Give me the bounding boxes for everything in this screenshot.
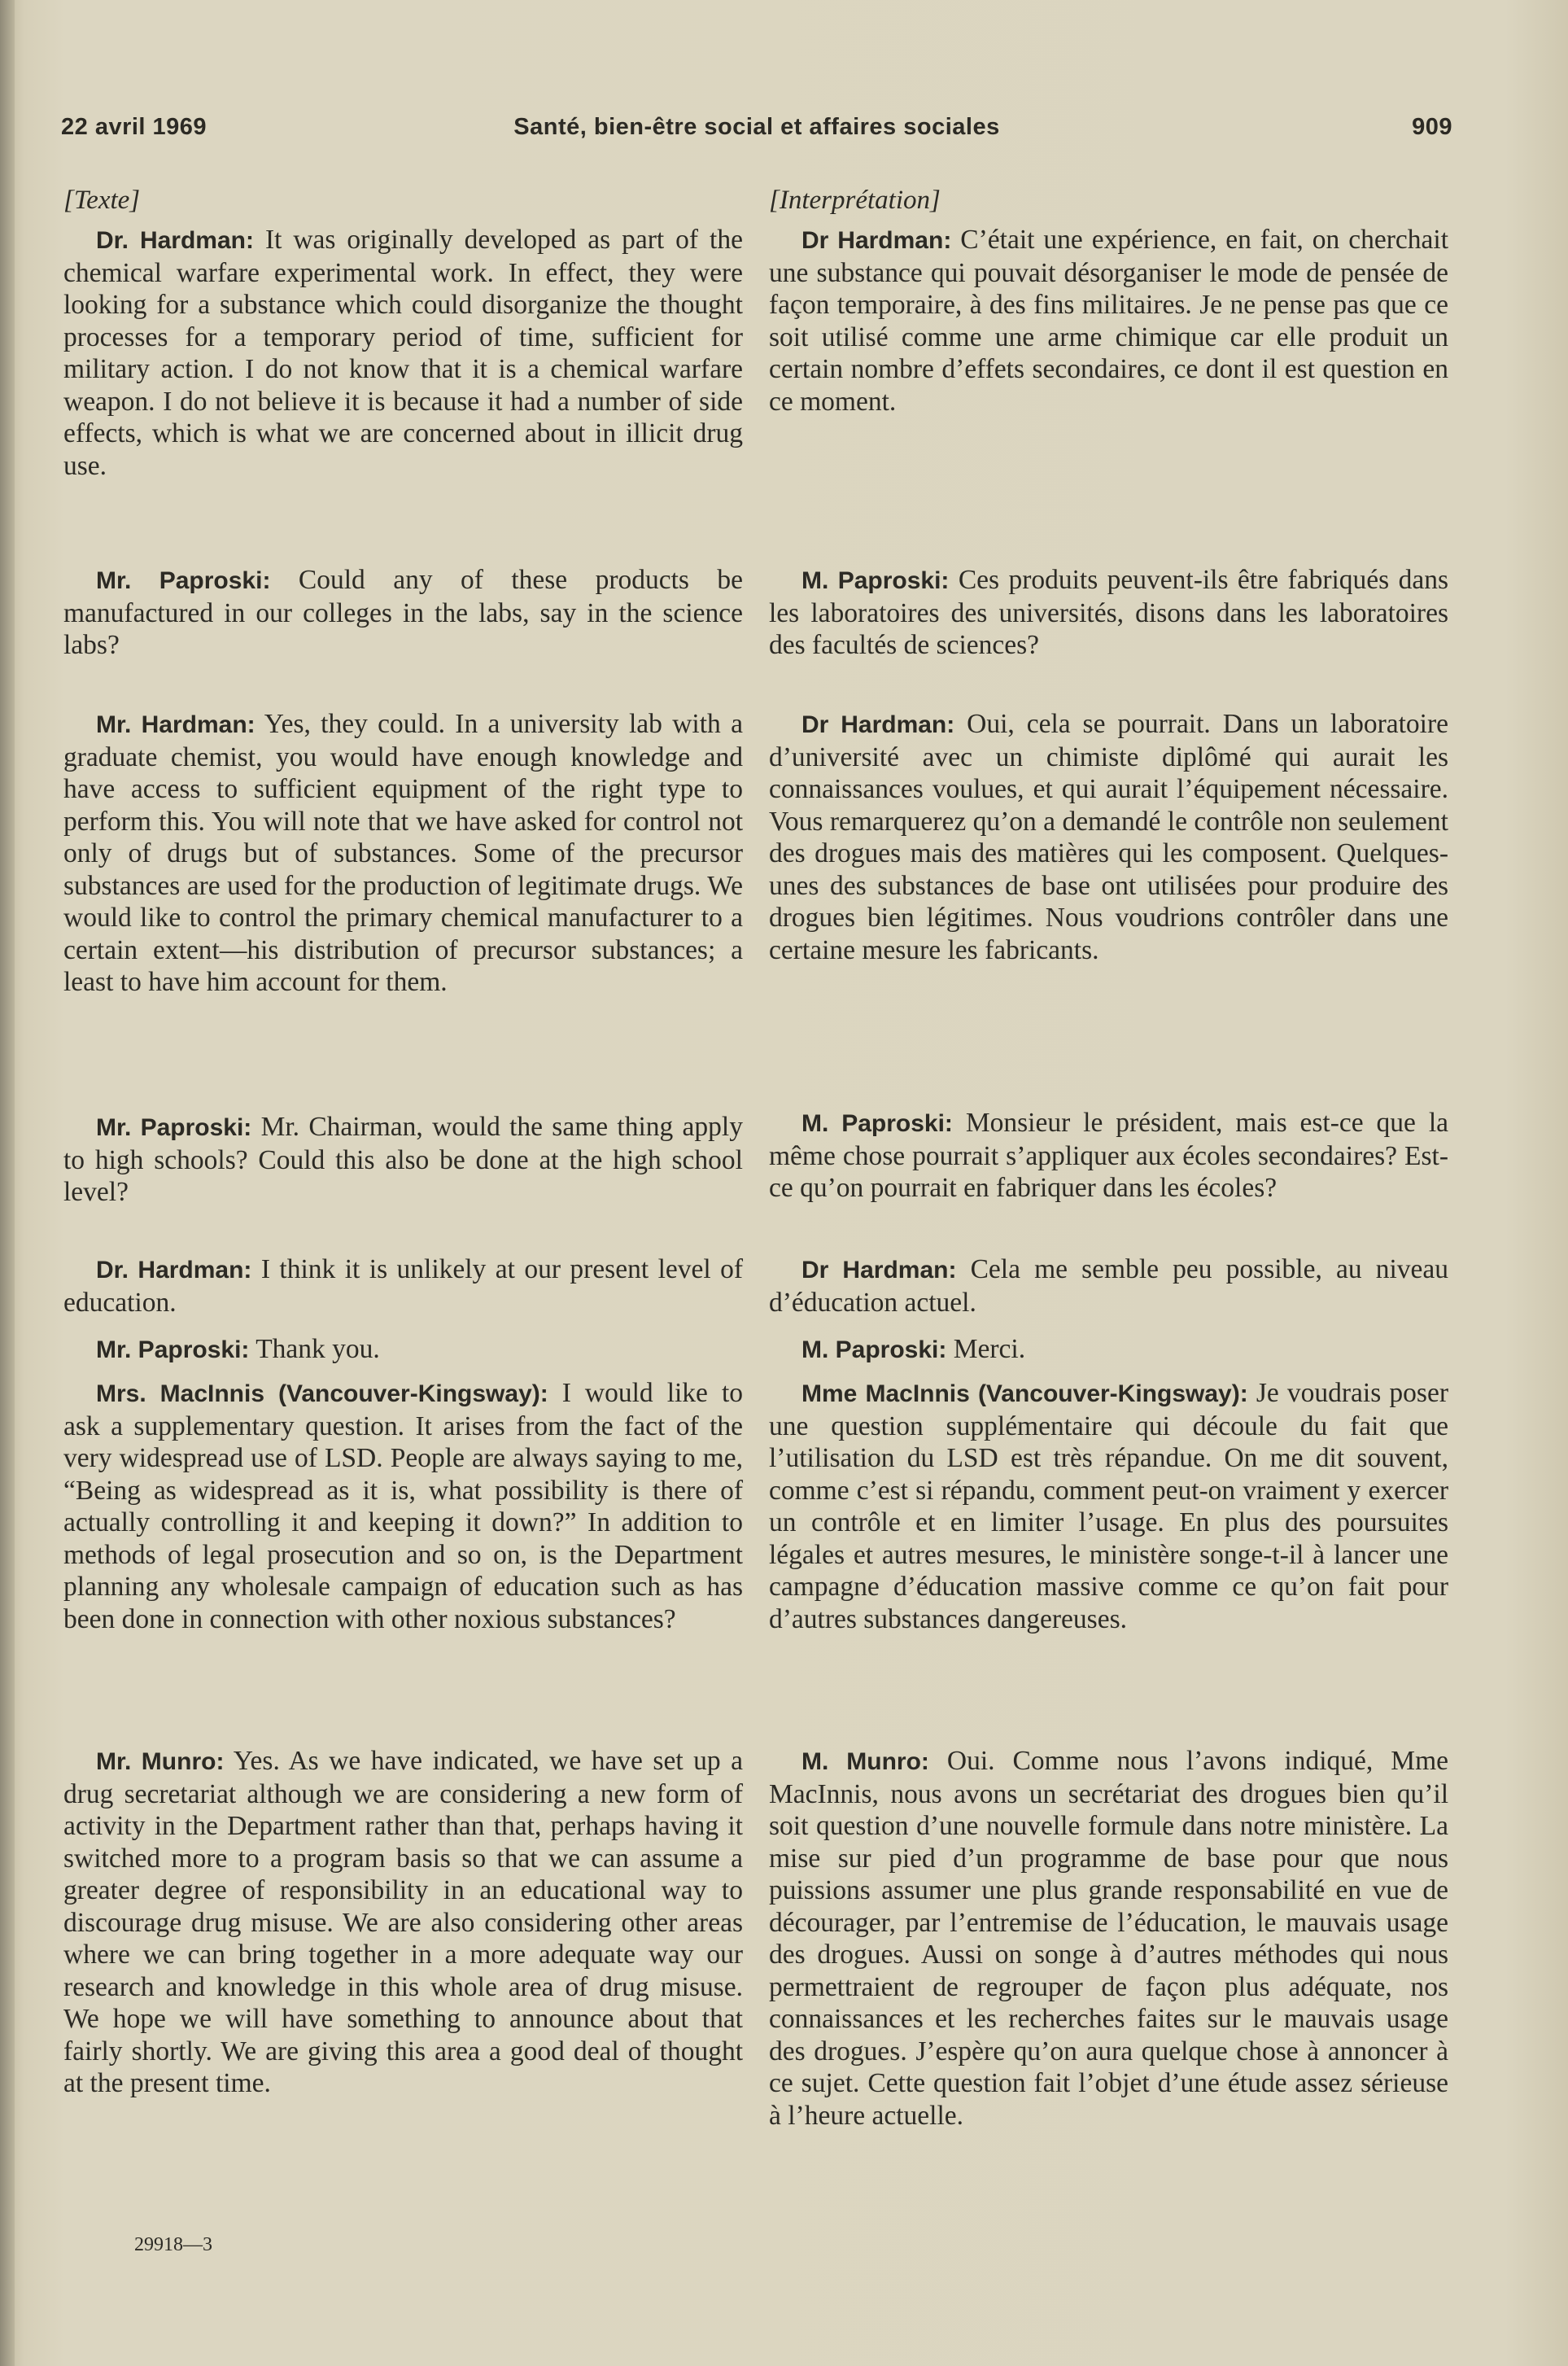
paragraph-text: Je voudrais poser une question supplémentaire qui découle du fait que l’utilisation du LSD est très répandue. On me dit souvent, comme c’est si répandu, comment peut-on vraiment y exercer un contrôle et en limiter l’usage. En plus des poursuites légales et autres mesures, le ministère songe-t-il à lancer une campagne d’éducation massive comme ce qu’on fait pour d’autres substances dangereuses. xyxy=(769,1378,1448,1634)
speaker: Mr. Paproski: xyxy=(96,1114,252,1141)
paragraph-text: Ces produits peuvent-ils être fabriqués dans les laboratoires des universités, disons dans les laboratoires des facultés de sciences? xyxy=(769,565,1448,660)
page-binding-edge xyxy=(0,0,15,2366)
paragraph-text: Could any of these products be manufactured in our colleges in the labs, say in the science labs? xyxy=(63,565,744,660)
paragraph-text: I think it is unlikely at our present level of education. xyxy=(63,1254,743,1318)
paragraph-text: I would like to ask a supplementary question. It arises from the fact of the very widespread use of LSD. People are always saying to me, “Being as widespread as it is, what possibility is there of actually controlling it and keeping it down?” In addition to methods of legal prosecution and so on, is the Department planning any wholesale campaign of education such as has been done in connection with other noxious substances? xyxy=(63,1378,744,1634)
header-date: 22 avril 1969 xyxy=(61,114,207,140)
speaker: Dr. Hardman: xyxy=(96,227,254,254)
right-paragraph-4 xyxy=(769,1107,1448,1205)
right-paragraph-5 xyxy=(769,1253,1448,1319)
speaker: Dr Hardman: xyxy=(801,711,955,738)
paragraph-text: C’était une expérience, en fait, on cherchait une substance qui pouvait désorganiser le mode de pensée de façon temporaire, à des fins militaires. Je ne pense pas que ce soit utilisé comme une arme chimique car elle produit un certain nombre d’effets secondaires, ce dont il est question en ce moment. xyxy=(769,225,1449,417)
header-title: Santé, bien-être social et affaires sociales xyxy=(513,114,1000,140)
speaker: Mrs. MacInnis (Vancouver-Kingsway): xyxy=(96,1380,548,1407)
left-paragraph-5 xyxy=(63,1253,743,1319)
speaker: Mr. Munro: xyxy=(96,1748,225,1775)
left-paragraph-3 xyxy=(63,708,743,999)
paragraph-text: Cela me semble peu possible, au niveau d’éducation actuel. xyxy=(769,1254,1448,1318)
left-paragraph-4 xyxy=(63,1111,743,1209)
right-paragraph-3 xyxy=(769,708,1448,966)
page-header xyxy=(61,114,1452,150)
paragraph-text: Yes. As we have indicated, we have set up a drug secretariat although we are considering a new form of activity in the Department rather than that, perhaps having it switched more to a program basis so that we can assume a greater degree of responsibility in an educational way to discourage drug misuse. We are also considering other areas where we can bring together in a more adequate way our research and knowledge in this whole area of drug misuse. We hope we will have something to announce about that fairly shortly. We are giving this area a good deal of thought at the present time. xyxy=(63,1746,744,2098)
right-paragraph-8 xyxy=(769,1745,1448,2132)
paragraph-text: Yes, they could. In a university lab with a graduate chemist, you would have enough knowledge and have access to sufficient equipment of the right type to perform this. You will note that we have asked for control not only of drugs but of substances. Some of the precursor substances are used for the production of legitimate drugs. We would like to control the primary chemical manufacturer to a certain extent—his distribution of precursor substances; a least to have him account for them. xyxy=(63,709,743,997)
speaker: Dr. Hardman: xyxy=(96,1257,252,1284)
speaker: Dr Hardman: xyxy=(801,227,952,254)
paragraph-text: It was originally developed as part of the chemical warfare experimental work. In effect, they were looking for a substance which could disorganize the thought processes for a temporary period of time, sufficient for military action. I do not know that it is a chemical warfare weapon. I do not believe it is because it had a number of side effects, which is what we are concerned about in illicit drug use. xyxy=(63,225,743,481)
speaker: M. Paproski: xyxy=(801,567,950,594)
right-paragraph-1 xyxy=(769,224,1448,418)
paragraph-text: Monsieur le président, mais est-ce que la même chose pourrait s’appliquer aux écoles secondaires? Est-ce qu’on pourrait en fabriquer dans les écoles? xyxy=(769,1108,1449,1203)
page-number: 909 xyxy=(1412,114,1452,140)
right-paragraph-7 xyxy=(769,1377,1448,1635)
speaker: Mme MacInnis (Vancouver-Kingsway): xyxy=(801,1380,1248,1407)
right-paragraph-2 xyxy=(769,564,1448,662)
speaker: Mr. Paproski: xyxy=(96,1336,250,1363)
column-label-interpretation: [Interprétation] xyxy=(769,186,941,215)
left-paragraph-2 xyxy=(63,564,743,662)
right-paragraph-6 xyxy=(769,1333,1448,1367)
speaker: M. Munro: xyxy=(801,1748,929,1775)
paragraph-text: Thank you. xyxy=(256,1334,380,1364)
speaker: Mr. Hardman: xyxy=(96,711,256,738)
paragraph-text: Oui, cela se pourrait. Dans un laboratoire d’université avec un chimiste diplômé qui aurait les connaissances voulues, et qui aurait l’équipement nécessaire. Vous remarquerez qu’on a demandé le contrôle non seulement des drogues mais des matières qui les composent. Quelques-unes des substances de base ont utilisées pour produire des drogues bien légitimes. Nous voudrions contrôler dans une certaine mesure les fabricants. xyxy=(769,709,1448,965)
paragraph-text: Merci. xyxy=(953,1334,1026,1364)
speaker: M. Paproski: xyxy=(801,1110,953,1137)
left-paragraph-1 xyxy=(63,224,743,482)
speaker: M. Paproski: xyxy=(801,1336,947,1363)
paragraph-text: Mr. Chairman, would the same thing apply to high schools? Could this also be done at the high school level? xyxy=(63,1112,743,1207)
left-paragraph-6 xyxy=(63,1333,743,1367)
speaker: Dr Hardman: xyxy=(801,1257,957,1284)
left-paragraph-8 xyxy=(63,1745,743,2100)
paragraph-text: Oui. Comme nous l’avons indiqué, Mme MacInnis, nous avons un secrétariat des drogues bien qu’il soit question d’une nouvelle formule dans notre ministère. La mise sur pied d’un programme de base pour que nous puissions assumer une plus grande responsabilité en vue de décourager, par l’entremise de l’éducation, le mauvais usage des drogues. Aussi on songe à d’autres méthodes qui nous permettraient de regrouper de façon plus adéquate, nos connaissances et les recherches faites sur le mauvais usage des drogues. J’espère qu’on aura quelque chose à annoncer à ce sujet. Cette question fait l’objet d’une étude assez sérieuse à l’heure actuelle. xyxy=(769,1746,1448,2131)
footer-code: 29918—3 xyxy=(134,2234,212,2255)
speaker: Mr. Paproski: xyxy=(96,567,271,594)
left-paragraph-7 xyxy=(63,1377,743,1635)
column-label-texte: [Texte] xyxy=(63,186,141,215)
